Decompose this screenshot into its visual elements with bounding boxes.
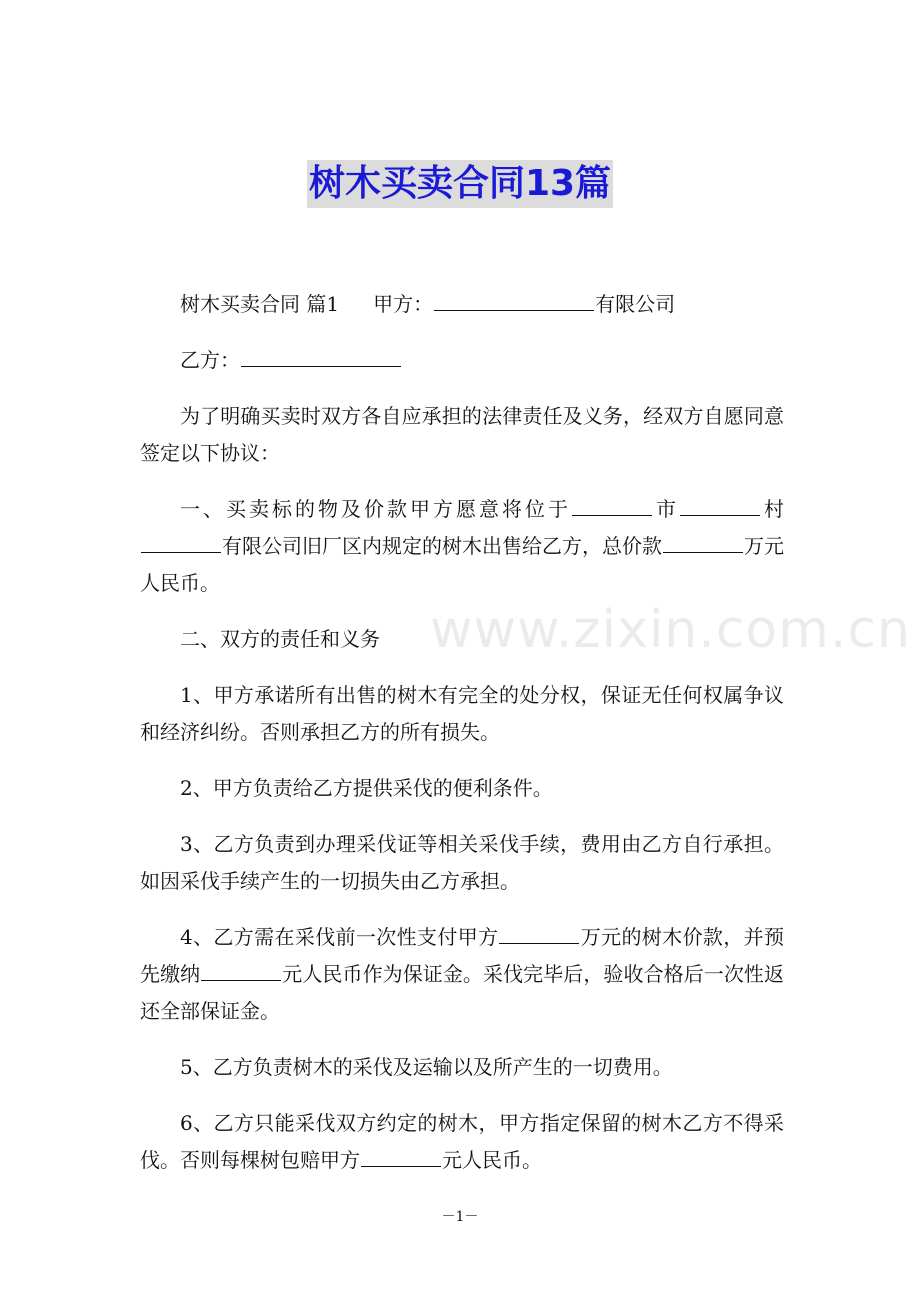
- paragraph-item-2: 2、甲方负责给乙方提供采伐的便利条件。: [180, 776, 553, 800]
- company-blank: [141, 530, 221, 553]
- party-b-blank: [241, 344, 401, 367]
- document-title: 树木买卖合同13篇: [307, 160, 613, 208]
- item-6-text-b: 元人民币。: [442, 1148, 542, 1172]
- paragraph-intro: 为了明确买卖时双方各自应承担的法律责任及义务，经双方自愿同意签定以下协议：: [140, 404, 784, 465]
- paragraph-item-5: 5、乙方负责树木的采伐及运输以及所产生的一切费用。: [180, 1055, 673, 1079]
- clause-1-text-e: 万元人民币。: [140, 534, 784, 595]
- paragraph-item-1: 1、甲方承诺所有出售的树木有完全的处分权，保证无任何权属争议和经济纠纷。否则承担乙方的所有损失。: [140, 683, 784, 744]
- item-4-text-b: 万元的树木价款，并预先缴纳: [140, 925, 785, 986]
- contract-heading: 树木买卖合同 篇1: [180, 292, 340, 316]
- item-6-text-a: 6、乙方只能采伐双方约定的树木，甲方指定保留的树木乙方不得采伐。否则每棵树包赔甲方: [140, 1111, 784, 1172]
- party-a-blank: [434, 288, 594, 311]
- compensation-blank: [361, 1144, 441, 1167]
- watermark: www.zixin.com.cn: [430, 600, 911, 660]
- paragraph-item-4: [140, 919, 784, 1030]
- deposit-blank: [201, 958, 281, 981]
- item-4-text-c: 元人民币作为保证金。采伐完毕后，验收合格后一次性返还全部保证金。: [140, 962, 785, 1023]
- item-4-text-a: 4、乙方需在采伐前一次性支付甲方: [180, 925, 499, 949]
- clause-1-text-c: 村: [761, 497, 784, 521]
- party-a-label: 甲方：: [373, 292, 434, 316]
- page-number: －1－: [441, 1209, 479, 1225]
- paragraph-clause-1: [140, 491, 784, 602]
- party-a-suffix: 有限公司: [595, 292, 676, 316]
- paragraph-party-b: [140, 342, 784, 379]
- document-body: [140, 286, 784, 1179]
- title-container: [0, 160, 920, 208]
- city-blank: [572, 493, 652, 516]
- clause-1-text-a: 一、买卖标的物及价款甲方愿意将位于: [180, 497, 571, 521]
- paragraph-parties-a: [140, 286, 784, 323]
- paragraph-item-6: [140, 1105, 784, 1179]
- paragraph-clause-2-heading: 二、双方的责任和义务: [180, 627, 380, 651]
- party-b-label: 乙方：: [180, 348, 240, 372]
- clause-1-text-b: 市: [653, 497, 679, 521]
- price-blank: [663, 530, 743, 553]
- clause-1-text-d: 有限公司旧厂区内规定的树木出售给乙方，总价款: [222, 534, 662, 558]
- payment-blank: [499, 921, 579, 944]
- village-blank: [680, 493, 760, 516]
- paragraph-item-3: 3、乙方负责到办理采伐证等相关采伐手续，费用由乙方自行承担。如因采伐手续产生的一切损失由乙方承担。: [140, 832, 784, 893]
